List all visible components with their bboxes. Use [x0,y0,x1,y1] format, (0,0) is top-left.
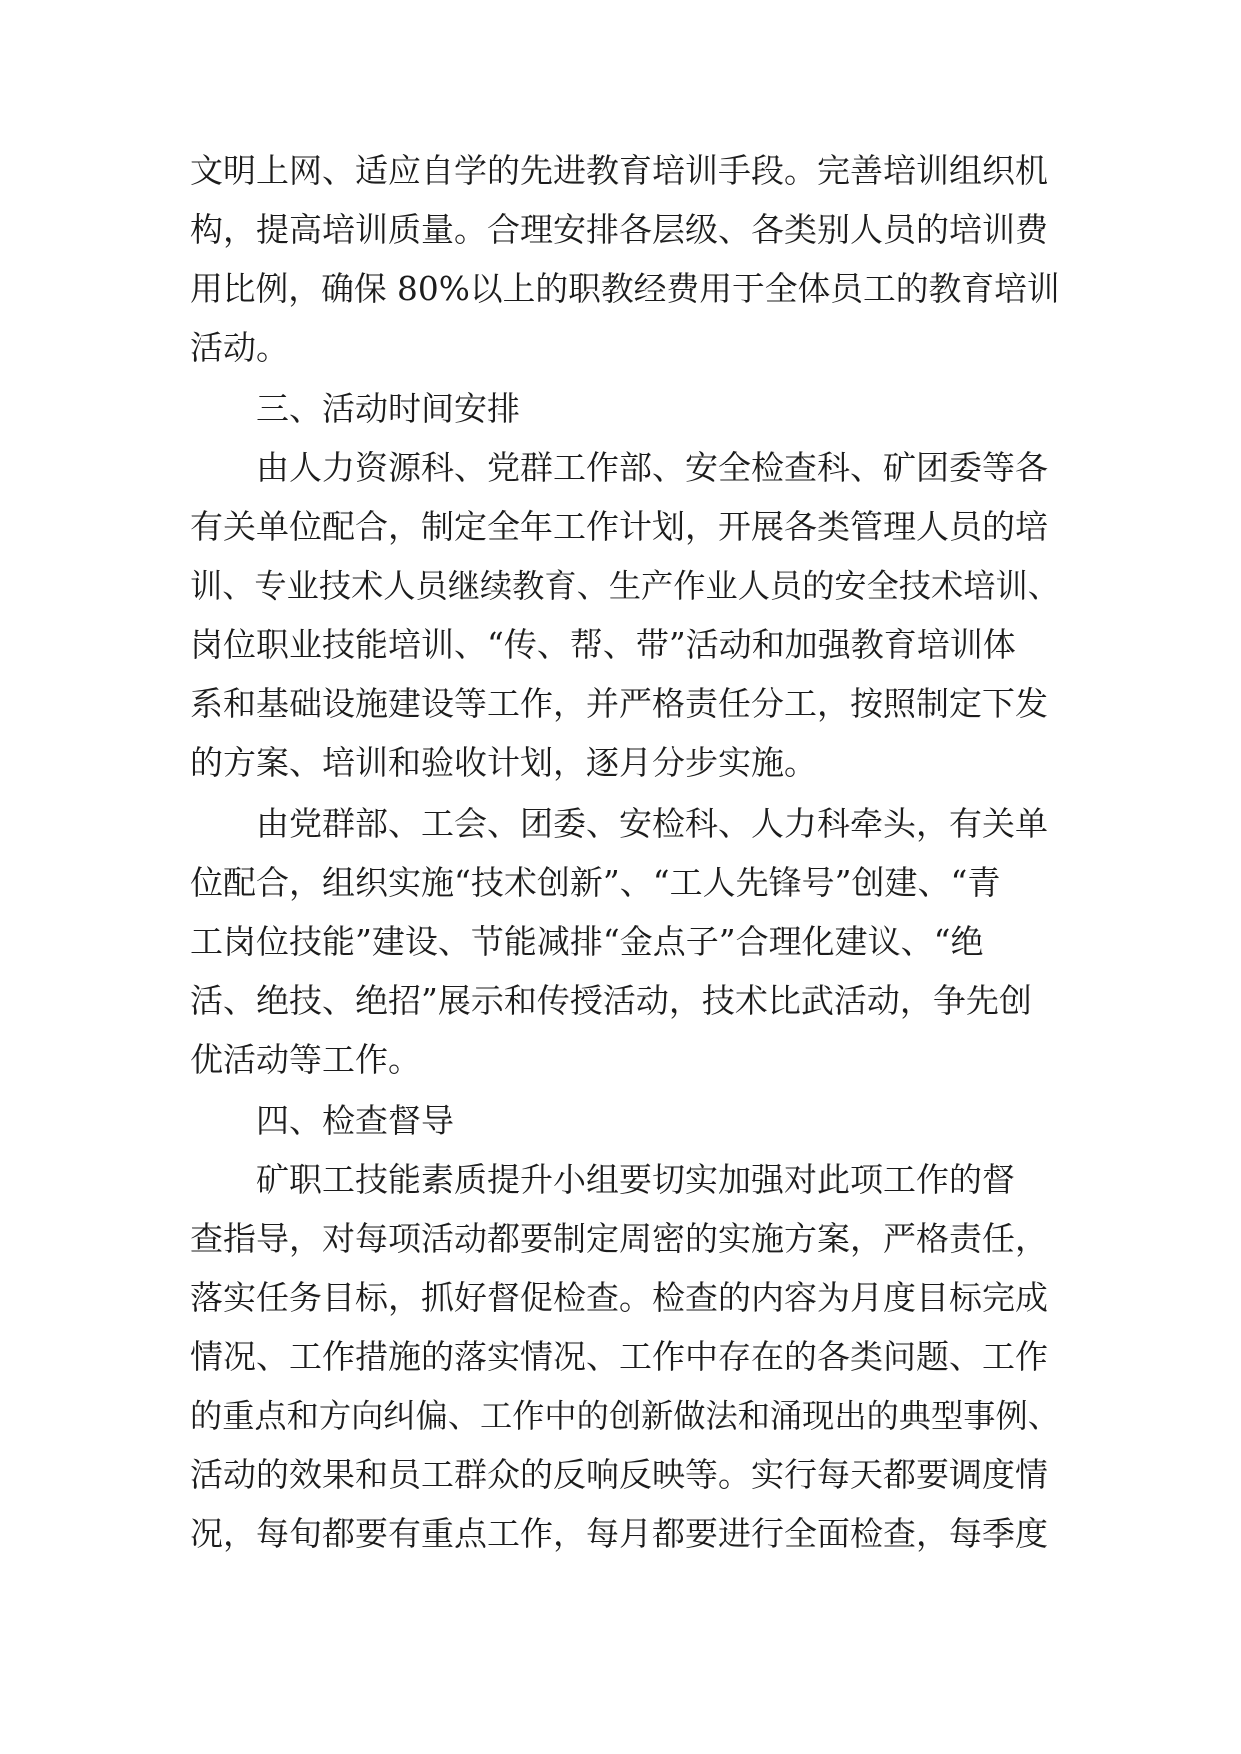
line-text: 落实任务目标，抓好督促检查。检查的内容为月度目标完成 [190,1278,1048,1317]
text-line [0,443,1241,493]
text-line [0,738,1241,788]
line-text: 情况、工作措施的落实情况、工作中存在的各类问题、工作 [190,1337,1048,1376]
text-line [0,1391,1241,1441]
line-text: 的方案、培训和验收计划，逐月分步实施。 [190,743,817,782]
text-line [0,1214,1241,1264]
line-text: 活动。 [190,328,289,367]
line-text: 的重点和方向纠偏、工作中的创新做法和涌现出的典型事例、 [190,1397,1060,1435]
line-text: 活、绝技、绝招”展示和传授活动，技术比武活动，争先创 [190,981,1032,1020]
section-heading [0,384,1241,434]
text-line [0,264,1241,314]
line-text: 优活动等工作。 [190,1040,421,1079]
line-text: 工岗位技能”建设、节能减排“金点子”合理化建议、“绝 [190,922,984,961]
line-text: 位配合，组织实施“技术创新”、“工人先锋号”创建、“青 [190,863,1001,902]
text-line [0,858,1241,908]
text-line [0,976,1241,1026]
text-line [0,679,1241,729]
text-line [0,1155,1241,1205]
section-heading-text: 四、检查督导 [256,1101,454,1140]
text-line [0,917,1241,967]
line-text: 文明上网、适应自学的先进教育培训手段。完善培训组织机 [190,151,1048,190]
line-text: 由人力资源科、党群工作部、安全检查科、矿团委等各 [256,448,1048,487]
text-line [0,502,1241,552]
text-line [0,1035,1241,1085]
text-line [0,799,1241,849]
text-line [0,1450,1241,1500]
line-text: 查指导，对每项活动都要制定周密的实施方案，严格责任， [190,1219,1048,1258]
line-text: 构，提高培训质量。合理安排各层级、各类别人员的培训费 [190,210,1048,249]
text-line [0,205,1241,255]
line-text: 系和基础设施建设等工作，并严格责任分工，按照制定下发 [190,684,1048,723]
line-text: 用比例，确保 80%以上的职教经费用于全体员工的教育培训 [190,270,1060,308]
line-text: 有关单位配合，制定全年工作计划，开展各类管理人员的培 [190,507,1048,546]
line-text: 矿职工技能素质提升小组要切实加强对此项工作的督 [256,1160,1015,1199]
text-line [0,620,1241,670]
line-text: 由党群部、工会、团委、安检科、人力科牵头，有关单 [256,804,1048,843]
text-line [0,561,1241,611]
line-text: 岗位职业技能培训、“传、帮、带”活动和加强教育培训体 [190,625,1016,664]
line-text: 活动的效果和员工群众的反响反映等。实行每天都要调度情 [190,1455,1048,1494]
line-text: 况，每旬都要有重点工作，每月都要进行全面检查，每季度 [190,1514,1048,1553]
text-line [0,323,1241,373]
text-line [0,1332,1241,1382]
line-text: 训、专业技术人员继续教育、生产作业人员的安全技术培训、 [190,567,1060,605]
section-heading [0,1096,1241,1146]
text-line [0,146,1241,196]
text-line [0,1509,1241,1559]
text-line [0,1273,1241,1323]
section-heading-text: 三、活动时间安排 [256,389,520,428]
